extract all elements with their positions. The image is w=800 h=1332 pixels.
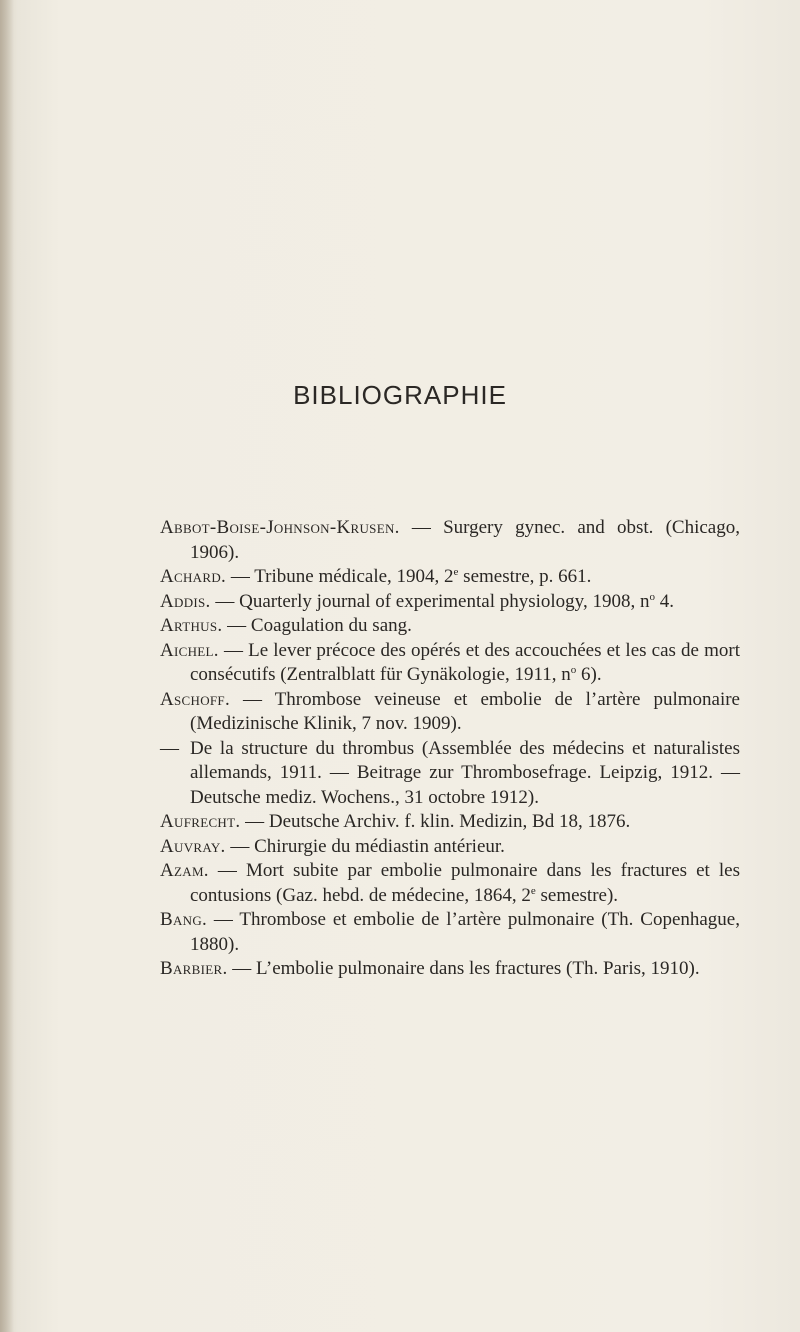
bib-author: Abbot-Boise-Johnson-Krusen.	[160, 517, 400, 538]
bib-entry-arthus	[160, 614, 740, 639]
bib-superscript: o	[570, 664, 577, 676]
bib-entry-aufrecht	[160, 810, 740, 835]
bib-entry-aschoff	[160, 688, 740, 737]
bib-author: Addis.	[160, 590, 211, 612]
bib-entry-addis	[160, 590, 740, 615]
bib-text: — L’embolie pulmonaire dans les fractures (Th. Paris, 1910).	[227, 958, 700, 979]
bib-entry-bang	[160, 908, 740, 957]
bib-entry-azam	[160, 859, 740, 908]
bib-author: Aschoff.	[160, 688, 231, 710]
bib-text: — Le lever précoce des opérés et des accouchées et les cas de mort consécutifs (Zentralblatt für Gynäkologie, 1911, n	[190, 639, 740, 685]
bib-text-after: semestre).	[535, 884, 619, 906]
bib-text: — Chirurgie du médiastin antérieur.	[225, 835, 505, 857]
bib-author: Azam.	[160, 860, 209, 881]
bib-author: Achard.	[160, 566, 227, 587]
bib-superscript: e	[453, 566, 459, 578]
bib-author: Bang.	[160, 909, 208, 930]
bib-text: — Coagulation du sang.	[222, 615, 412, 636]
bib-text: — Deutsche Archiv. f. klin. Medizin, Bd 18, 1876.	[240, 811, 631, 832]
bib-text: — Mort subite par embolie pulmonaire dans les fractures et les contusions (Gaz. hebd. de médecine, 1864, 2	[190, 860, 740, 906]
bib-entry-abbot	[160, 516, 740, 565]
bib-text: — Tribune médicale, 1904, 2	[226, 566, 454, 587]
bib-text-after: 4.	[654, 590, 674, 612]
bib-author: Arthus.	[160, 615, 223, 636]
bib-text-after: semestre, p. 661.	[458, 566, 592, 587]
bib-entry-aschoff-2	[160, 737, 740, 811]
bib-ditto-dash: —	[160, 737, 179, 759]
bib-author: Barbier.	[160, 958, 228, 979]
bibliography-list	[160, 516, 740, 982]
bib-text: — Thrombose et embolie de l’artère pulmonaire (Th. Copenhague, 1880).	[190, 909, 740, 955]
bib-entry-barbier	[160, 957, 740, 982]
bib-superscript: e	[530, 884, 536, 897]
bib-text-after: 6).	[576, 664, 602, 685]
bib-superscript: o	[649, 590, 655, 603]
bib-text: — Surgery gynec. and obst. (Chicago, 1906).	[190, 517, 740, 563]
bib-text: De la structure du thrombus (Assemblée des médecins et naturalistes allemands, 1911. — Beitrage zur Thrombosefrage. Leipzig, 1912. — Deutsche mediz. Wochens., 31 octobre 1912).	[190, 737, 740, 808]
bib-entry-aichel	[160, 639, 740, 688]
bib-author: Auvray.	[160, 835, 226, 857]
bib-entry-achard	[160, 565, 740, 590]
bib-author: Aufrecht.	[160, 811, 241, 832]
bib-author: Aichel.	[160, 639, 219, 661]
bib-text: — Quarterly journal of experimental physiology, 1908, n	[210, 590, 650, 612]
bib-entry-auvray	[160, 835, 740, 860]
spine-shadow	[0, 0, 14, 1332]
bib-text: — Thrombose veineuse et embolie de l’artère pulmonaire (Medizinische Klinik, 7 nov. 1909).	[190, 688, 740, 734]
page-title: BIBLIOGRAPHIE	[293, 380, 507, 410]
